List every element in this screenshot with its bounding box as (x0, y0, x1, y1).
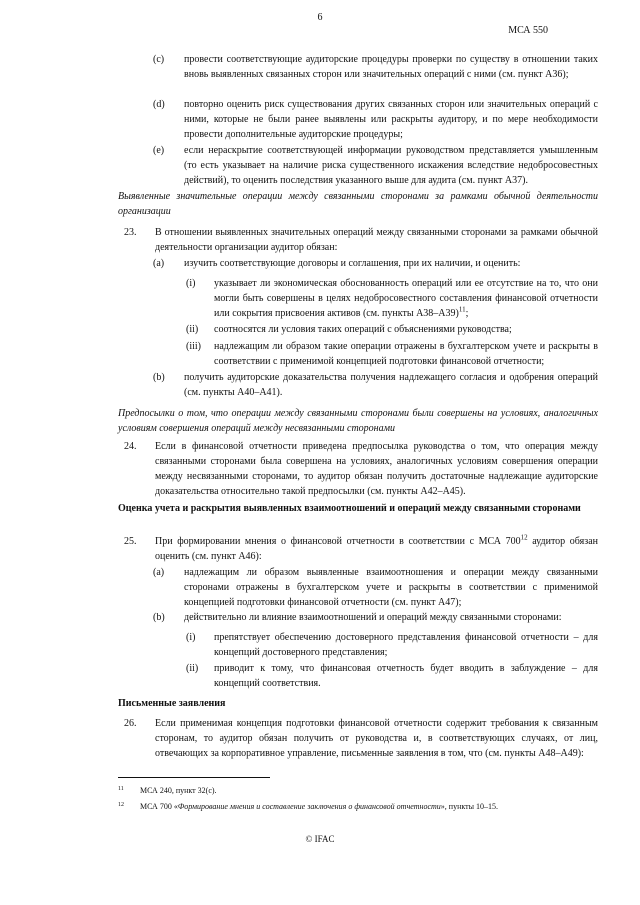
section-heading-evaluation: Оценка учета и раскрытия выявленных взаимоотношений и операций между связанными сторонами (118, 503, 581, 514)
section-heading-significant: Выявленные значительные операции между связанными сторонами за рамками обычной деятельности организации (118, 191, 598, 217)
page-number: 6 (317, 12, 323, 23)
paragraph-24-number: 24. (124, 441, 137, 452)
item-c-text: провести соответствующие аудиторские процедуры проверки по существу в отношении таких вновь выявленных связанных сторон или значительных операций с ними (см. пункт А36); (184, 54, 598, 80)
section-heading-written: Письменные заявления (118, 698, 226, 709)
item-c-label: (c) (153, 54, 165, 65)
subitem-iii-label: (iii) (186, 341, 201, 352)
item-d-label: (d) (153, 99, 165, 110)
footnote-11-text: МСА 240, пункт 32(c). (140, 786, 217, 795)
paragraph-25-text: При формировании мнения о финансовой отчетности в соответствии с МСА $700^{12}$ аудитор обязан оценить (см. пункт А46): (155, 533, 598, 562)
footnote-ref-12[interactable]: 12 (520, 533, 528, 542)
item-a-label: (a) (153, 258, 165, 269)
subitem-ii-text: соотносятся ли условия таких операций с объяснениями руководства; (214, 324, 512, 335)
paragraph-23-number: 23. (124, 227, 137, 238)
item-a-text: изучить соответствующие договоры и соглашения, при их наличии, и оценить: (184, 258, 521, 269)
subitem-i-text: указывает ли экономическая обоснованность операций или ее отсутствие на то, что они могли быть совершены в целях недобросовестного составления финансовой отчетности или сокрытия присвоения активов (см. пункты А38–А39)$^{11}$; (214, 278, 598, 319)
item-25a-text: надлежащим ли образом выявленные взаимоотношения и операции между связанными сторонами отражены в бухгалтерском учете и раскрыты в соответствии с применимой концепцией подготовки финансовой отчетности (см. пункт А47); (184, 567, 598, 608)
subitem-25-i-text: препятствует обеспечению достоверного представления финансовой отчетности – для концепций достоверного представления; (214, 632, 598, 658)
subitem-25-i-label: (i) (186, 632, 196, 643)
item-25b-label: (b) (153, 612, 165, 623)
paragraph-25-number: 25. (124, 536, 137, 547)
item-d-text: повторно оценить риск существования других связанных сторон или значительных операций с ними, которые не были ранее выявлены или раскрыты аудитору, и по мере необходимости провести дополнительные аудиторские процедуры; (184, 99, 598, 140)
subitem-ii-label: (ii) (186, 324, 199, 335)
page-footer: © IFAC (305, 834, 335, 844)
footnote-divider (118, 777, 270, 778)
subitem-25-ii-label: (ii) (186, 663, 199, 674)
footnote-11-number: 11 (118, 786, 124, 792)
item-25b-text: действительно ли влияние взаимоотношений и операций между связанными сторонами: (184, 612, 562, 623)
standard-code: МСА 550 (508, 25, 548, 36)
section-heading-assertions: Предпосылки о том, что операции между связанными сторонами были совершены на условиях, аналогичных условиям совершения операций между несвязанными сторонами (118, 408, 598, 434)
paragraph-23-text: В отношении выявленных значительных операций между связанными сторонами за рамками обычной деятельности организации аудитор обязан: (155, 227, 598, 253)
paragraph-24-text: Если в финансовой отчетности приведена предпосылка руководства о том, что операция между связанными сторонами была совершена на условиях, аналогичных условиям совершения операции между несвязанными сторонами, то аудитор обязан получить достаточные надлежащие аудиторские доказательства относительно такой предпосылки (см. пункты А42–А45). (155, 441, 598, 497)
item-b-label: (b) (153, 372, 165, 383)
item-25a-label: (a) (153, 567, 165, 578)
paragraph-26-text: Если применимая концепция подготовки финансовой отчетности содержит требования к связанным сторонам, то аудитор обязан получить от руководства и, в соответствующих случаях, от лиц, отвечающих за корпоративное управление, письменные заявления в том, что (см. пункты А48–А49): (155, 718, 598, 759)
item-e-label: (e) (153, 145, 165, 156)
footnote-ref-11[interactable]: 11 (458, 305, 466, 314)
subitem-i-label: (i) (186, 278, 196, 289)
footnote-12-number: 12 (118, 802, 124, 808)
footnote-12-text: МСА 700 «Формирование мнения и составление заключения о финансовой отчетности», пункты 10–15. (140, 802, 498, 811)
subitem-25-ii-text: приводит к тому, что финансовая отчетность будет вводить в заблуждение – для концепций соответствия. (214, 663, 598, 689)
item-b-text: получить аудиторские доказательства получения надлежащего согласия и одобрения операций (см. пункты А40–А41). (184, 372, 598, 398)
item-e-text: если нераскрытие соответствующей информации руководством представляется умышленным (то есть указывает на наличие риска существенного искажения вследствие недобросовестных действий), то оценить последствия указанного выше для аудита (см. пункт А37). (184, 145, 598, 186)
subitem-iii-text: надлежащим ли образом такие операции отражены в бухгалтерском учете и раскрыты в соответствии с применимой концепцией подготовки финансовой отчетности; (214, 341, 598, 367)
paragraph-26-number: 26. (124, 718, 137, 729)
